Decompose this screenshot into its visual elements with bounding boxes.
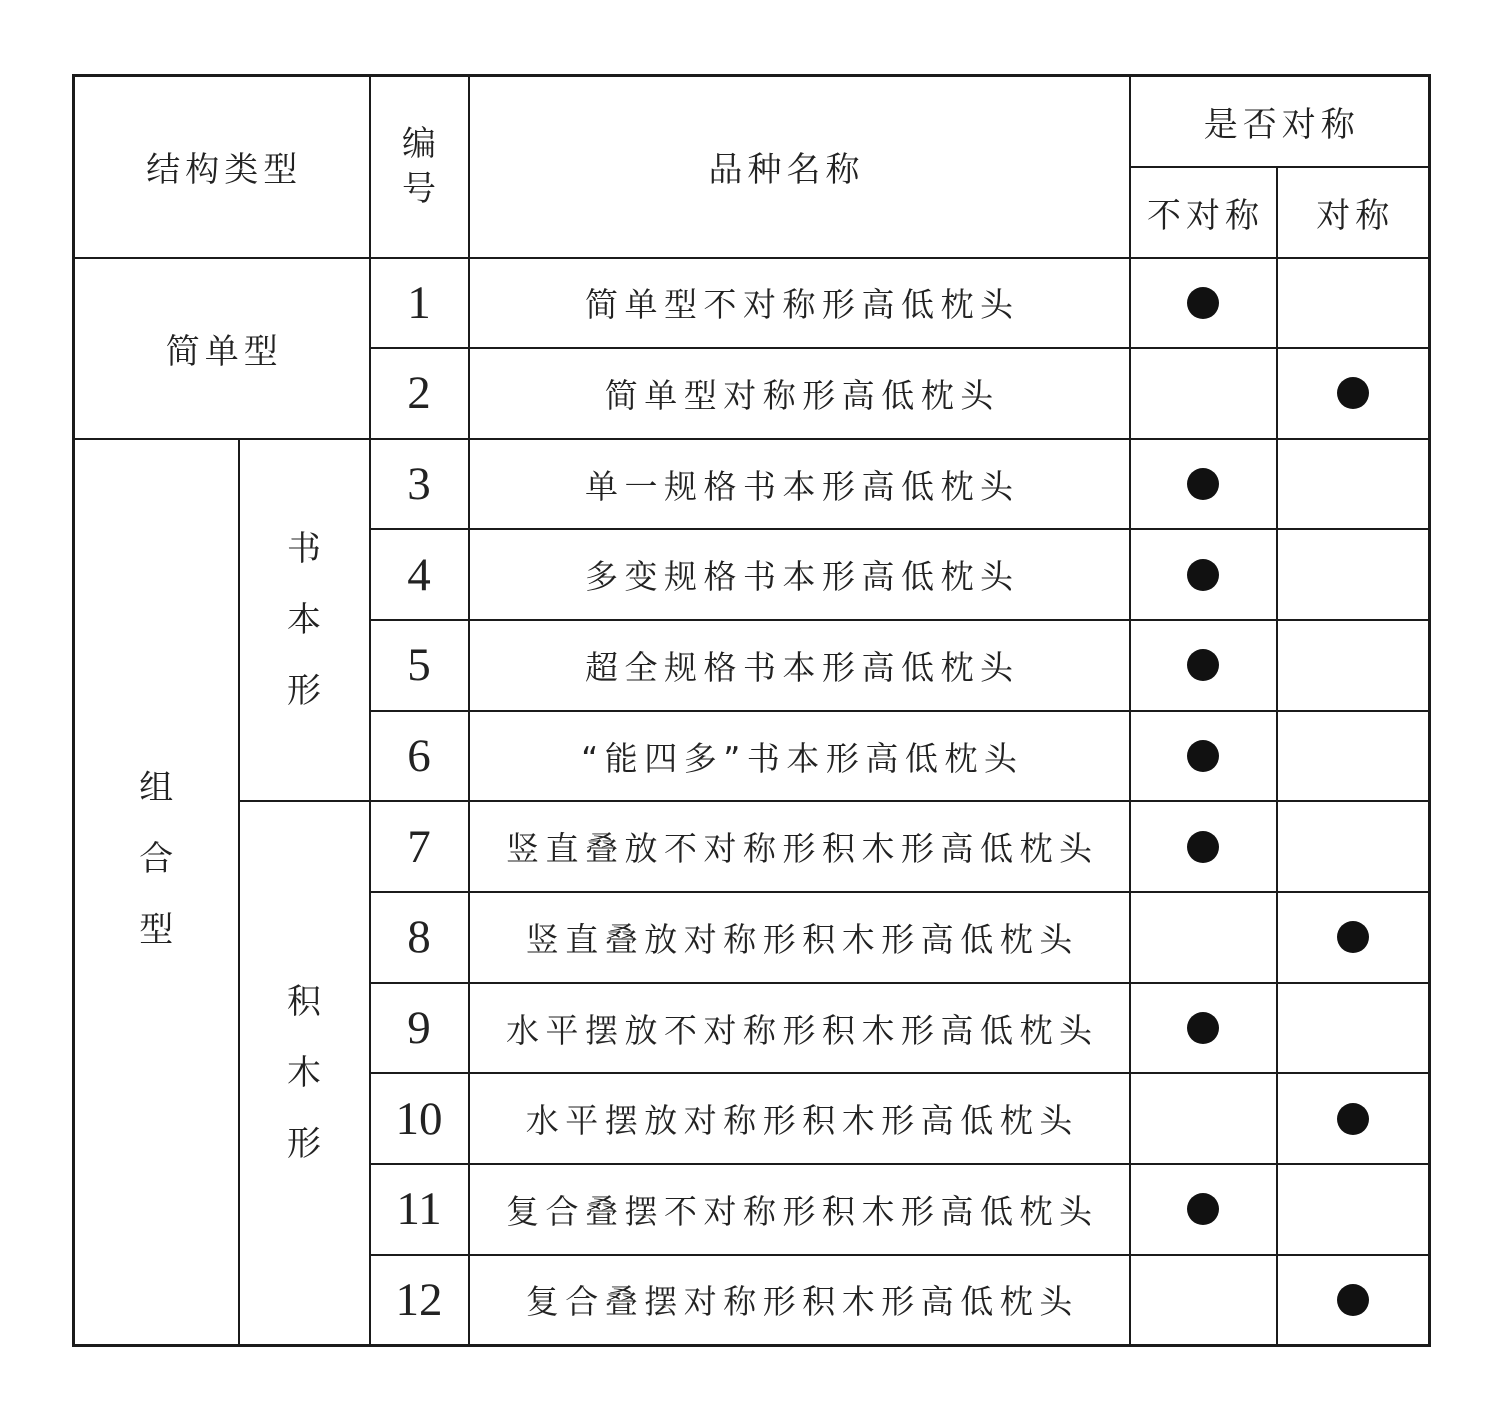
variety-name: 复合叠摆对称形积木形高低枕头 — [469, 1255, 1130, 1346]
symmetric-cell — [1277, 258, 1430, 349]
asymmetric-header: 不对称 — [1130, 167, 1277, 258]
header-row-top — [74, 76, 1430, 167]
filled-circle-icon — [1187, 1193, 1219, 1225]
variety-name-header: 品种名称 — [469, 76, 1130, 258]
table-row — [74, 801, 1430, 892]
asymmetric-cell — [1130, 892, 1277, 983]
pillow-variety-table — [72, 74, 1431, 1347]
variety-name: 简单型对称形高低枕头 — [469, 348, 1130, 439]
symmetric-cell — [1277, 348, 1430, 439]
group-book — [239, 439, 370, 802]
asymmetric-cell — [1130, 348, 1277, 439]
asymmetric-cell — [1130, 620, 1277, 711]
filled-circle-icon — [1187, 287, 1219, 319]
item-number: 11 — [370, 1164, 469, 1255]
item-number: 2 — [370, 348, 469, 439]
filled-circle-icon — [1337, 377, 1369, 409]
symmetric-cell — [1277, 620, 1430, 711]
filled-circle-icon — [1187, 831, 1219, 863]
variety-name: 竖直叠放不对称形积木形高低枕头 — [469, 801, 1130, 892]
group-combined — [74, 439, 239, 1346]
symmetric-cell — [1277, 983, 1430, 1074]
symmetric-cell — [1277, 529, 1430, 620]
filled-circle-icon — [1187, 649, 1219, 681]
asymmetric-cell — [1130, 983, 1277, 1074]
filled-circle-icon — [1337, 1284, 1369, 1316]
variety-name: 超全规格书本形高低枕头 — [469, 620, 1130, 711]
item-number: 1 — [370, 258, 469, 349]
asymmetric-cell — [1130, 1073, 1277, 1164]
item-number: 8 — [370, 892, 469, 983]
asymmetric-cell — [1130, 801, 1277, 892]
symmetric-cell — [1277, 439, 1430, 530]
symmetry-header: 是否对称 — [1130, 76, 1430, 167]
variety-name: 多变规格书本形高低枕头 — [469, 529, 1130, 620]
asymmetric-cell — [1130, 529, 1277, 620]
symmetric-cell — [1277, 801, 1430, 892]
group-book-label: 书本形 — [286, 528, 321, 711]
group-combined-label: 组合型 — [139, 768, 174, 951]
symmetric-header: 对称 — [1277, 167, 1430, 258]
table-row — [74, 258, 1430, 349]
filled-circle-icon — [1187, 559, 1219, 591]
asymmetric-cell — [1130, 1255, 1277, 1346]
number-header — [370, 76, 469, 258]
item-number: 5 — [370, 620, 469, 711]
filled-circle-icon — [1187, 1012, 1219, 1044]
asymmetric-cell — [1130, 258, 1277, 349]
symmetric-cell — [1277, 1164, 1430, 1255]
item-number: 6 — [370, 711, 469, 802]
structure-type-header: 结构类型 — [74, 76, 370, 258]
variety-name: 竖直叠放对称形积木形高低枕头 — [469, 892, 1130, 983]
filled-circle-icon — [1337, 921, 1369, 953]
filled-circle-icon — [1337, 1103, 1369, 1135]
variety-name: 复合叠摆不对称形积木形高低枕头 — [469, 1164, 1130, 1255]
item-number: 12 — [370, 1255, 469, 1346]
asymmetric-cell — [1130, 1164, 1277, 1255]
item-number: 9 — [370, 983, 469, 1074]
asymmetric-cell — [1130, 439, 1277, 530]
symmetric-cell — [1277, 1073, 1430, 1164]
filled-circle-icon — [1187, 740, 1219, 772]
symmetric-cell — [1277, 711, 1430, 802]
number-header-label: 编号 — [401, 123, 436, 209]
symmetric-cell — [1277, 892, 1430, 983]
filled-circle-icon — [1187, 468, 1219, 500]
group-blocks — [239, 801, 370, 1345]
variety-name: “能四多”书本形高低枕头 — [469, 711, 1130, 802]
variety-name: 单一规格书本形高低枕头 — [469, 439, 1130, 530]
item-number: 3 — [370, 439, 469, 530]
table-row — [74, 439, 1430, 530]
item-number: 7 — [370, 801, 469, 892]
group-simple: 简单型 — [74, 258, 370, 439]
asymmetric-cell — [1130, 711, 1277, 802]
symmetric-cell — [1277, 1255, 1430, 1346]
variety-name: 水平摆放对称形积木形高低枕头 — [469, 1073, 1130, 1164]
variety-name: 简单型不对称形高低枕头 — [469, 258, 1130, 349]
item-number: 10 — [370, 1073, 469, 1164]
item-number: 4 — [370, 529, 469, 620]
group-blocks-label: 积木形 — [286, 981, 321, 1164]
variety-name: 水平摆放不对称形积木形高低枕头 — [469, 983, 1130, 1074]
